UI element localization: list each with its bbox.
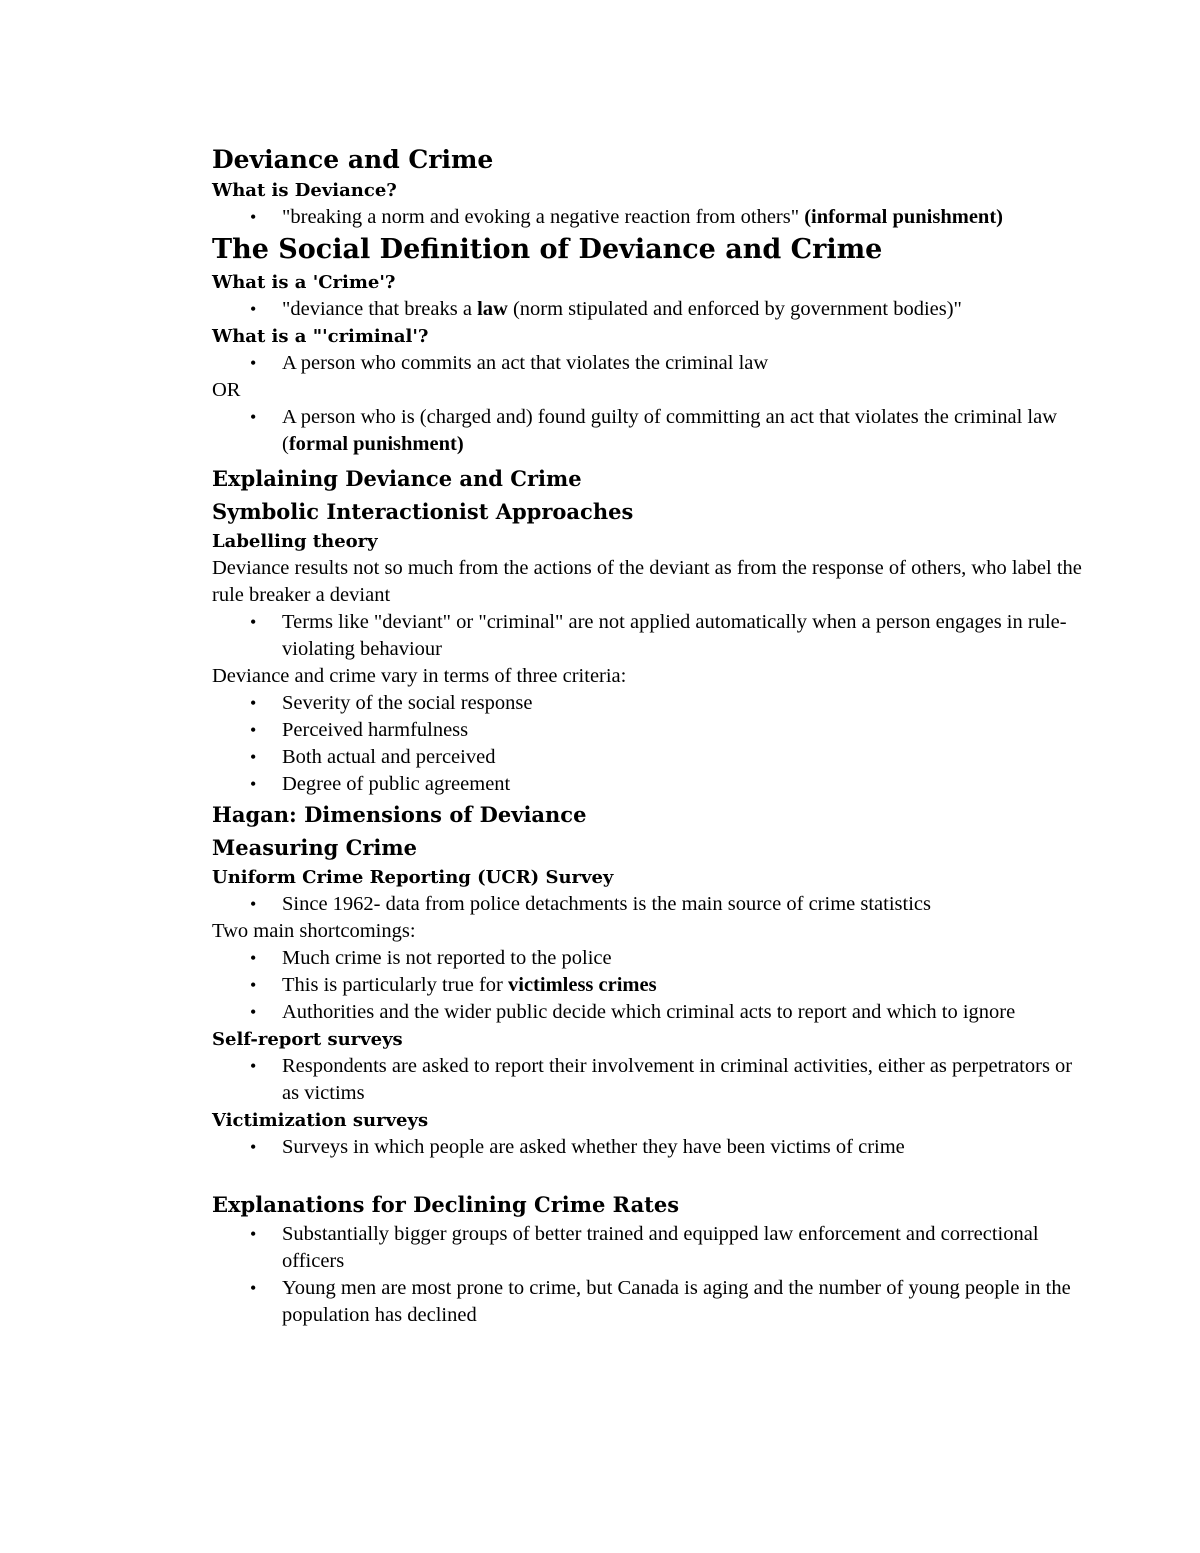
victimization-list [212,1134,1082,1161]
list-item: • Perceived harmfulness [212,717,1082,744]
bullet-icon: • [250,774,257,794]
criteria-list [212,690,1082,798]
list-item: • Surveys in which people are asked whether they have been victims of crime [212,1134,1082,1161]
deviance-definition-list [212,204,1082,231]
subheading-victimization: Victimization surveys [212,1110,429,1131]
bullet-icon: • [250,894,257,914]
section-heading-hagan: Hagan: Dimensions of Deviance [212,802,587,827]
document-page [212,143,1082,1329]
bullet-icon: • [250,948,257,968]
list-item: • Since 1962- data from police detachments is the main source of crime statistics [212,891,1082,918]
shortcomings-list [212,945,1082,1026]
list-item: • Terms like "deviant" or "criminal" are not applied automatically when a person engages in rule-violating behaviour [250,611,1067,660]
list-item: • A person who is (charged and) found guilty of committing an act that violates the criminal law (formal punishment) [250,406,1058,455]
bullet-icon: • [250,1056,257,1076]
list-item: • Authorities and the wider public decide which criminal acts to report and which to ignore [212,999,1082,1026]
criminal-definition-list-2 [212,404,1082,458]
document-title: Deviance and Crime [212,145,494,174]
selfreport-list [212,1053,1082,1107]
declining-list [212,1221,1082,1329]
list-item: • "breaking a norm and evoking a negative reaction from others" (informal punishment) [212,204,1082,231]
bullet-icon: • [250,1137,257,1157]
list-item: • Much crime is not reported to the police [212,945,1082,972]
labelling-list [212,609,1082,663]
list-item: • "deviance that breaks a law (norm stipulated and enforced by government bodies)" [212,296,1082,323]
section-heading-declining: Explanations for Declining Crime Rates [212,1192,680,1217]
list-item: • A person who commits an act that violates the criminal law [212,350,1082,377]
bullet-icon: • [250,975,257,995]
list-item: • Degree of public agreement [212,771,1082,798]
section-heading-social-definition: The Social Definition of Deviance and Crime [212,234,883,265]
list-item: • This is particularly true for victimless crimes [212,972,1082,999]
list-item: • Both actual and perceived [212,744,1082,771]
section-heading-explaining: Explaining Deviance and Crime [212,466,582,491]
bullet-icon: • [250,207,257,227]
shortcomings-intro: Two main shortcomings: [212,920,416,942]
bullet-icon: • [250,1002,257,1022]
criteria-intro: Deviance and crime vary in terms of three criteria: [212,665,627,687]
list-item: • Respondents are asked to report their involvement in criminal activities, either as perpetrators or as victims [250,1055,1073,1104]
list-item: • Substantially bigger groups of better trained and equipped law enforcement and correctional officers [250,1223,1039,1272]
bullet-icon: • [250,1224,257,1244]
or-separator: OR [212,379,241,401]
section-heading-symbolic: Symbolic Interactionist Approaches [212,499,634,524]
bullet-icon: • [250,720,257,740]
bullet-icon: • [250,299,257,319]
criminal-definition-list-1 [212,350,1082,377]
question-crime: What is a 'Crime'? [212,272,396,293]
question-deviance: What is Deviance? [212,180,397,201]
subheading-selfreport: Self-report surveys [212,1029,403,1050]
question-criminal: What is a "'criminal'? [212,326,429,347]
subheading-labelling: Labelling theory [212,531,378,552]
bullet-icon: • [250,353,257,373]
list-item: • Severity of the social response [212,690,1082,717]
bullet-icon: • [250,693,257,713]
labelling-text: Deviance results not so much from the actions of the deviant as from the response of others, who label the rule breaker a deviant [212,557,1082,606]
ucr-list [212,891,1082,918]
subheading-ucr: Uniform Crime Reporting (UCR) Survey [212,867,614,888]
section-heading-measuring: Measuring Crime [212,835,417,860]
bullet-icon: • [250,747,257,767]
bullet-icon: • [250,612,257,632]
bullet-icon: • [250,407,257,427]
crime-definition-list [212,296,1082,323]
bullet-icon: • [250,1278,257,1298]
list-item: • Young men are most prone to crime, but Canada is aging and the number of young people in the population has declined [250,1277,1071,1326]
